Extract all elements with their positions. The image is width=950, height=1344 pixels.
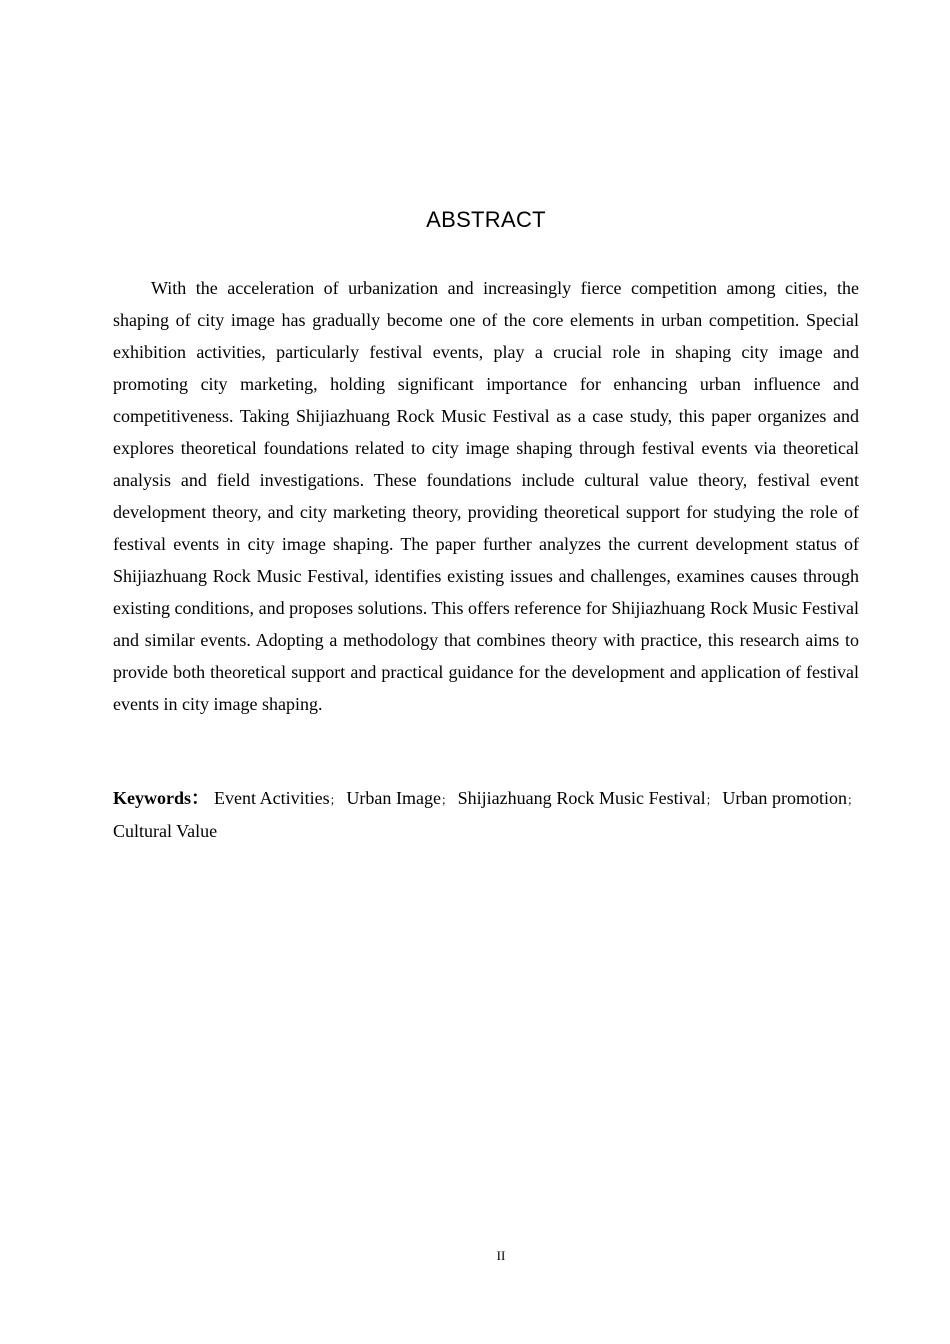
abstract-paragraph: With the acceleration of urbanization and increasingly fierce competition among cities, the shaping of city image has gradually become one of the core elements in urban competition. Special exhibition activities, particularly festival events, play a crucial role in shaping city image and promoting city marketing, holding significant importance for enhancing urban influence and competitiveness. Taking Shijiazhuang Rock Music Festival as a case study, this paper organizes and explores theoretical foundations related to city image shaping through festival events via theoretical analysis and field investigations. These foundations include cultural value theory, festival event development theory, and city marketing theory, providing theoretical support for studying the role of festival events in city image shaping. The paper further analyzes the current development status of Shijiazhuang Rock Music Festival, identifies existing issues and challenges, examines causes through existing conditions, and proposes solutions. This offers reference for Shijiazhuang Rock Music Festival and similar events. Adopting a methodology that combines theory with practice, this research aims to provide both theoretical support and practical guidance for the development and application of festival events in city image shaping. [113, 278, 859, 714]
keyword-item: Cultural Value [113, 821, 218, 841]
keyword-separator: ； [329, 793, 342, 807]
keyword-separator: ； [847, 793, 860, 807]
keyword-item: Urban promotion [722, 788, 847, 808]
keyword-item: Urban Image [346, 788, 441, 808]
keywords-line [113, 783, 859, 847]
keyword-item: Event Activities [214, 788, 330, 808]
keyword-separator: ； [705, 793, 718, 807]
keywords-label: Keywords： [113, 788, 210, 808]
page-number: II [496, 1248, 506, 1263]
keyword-separator: ； [440, 793, 453, 807]
keyword-item: Shijiazhuang Rock Music Festival [457, 788, 706, 808]
abstract-title: ABSTRACT [426, 207, 546, 232]
